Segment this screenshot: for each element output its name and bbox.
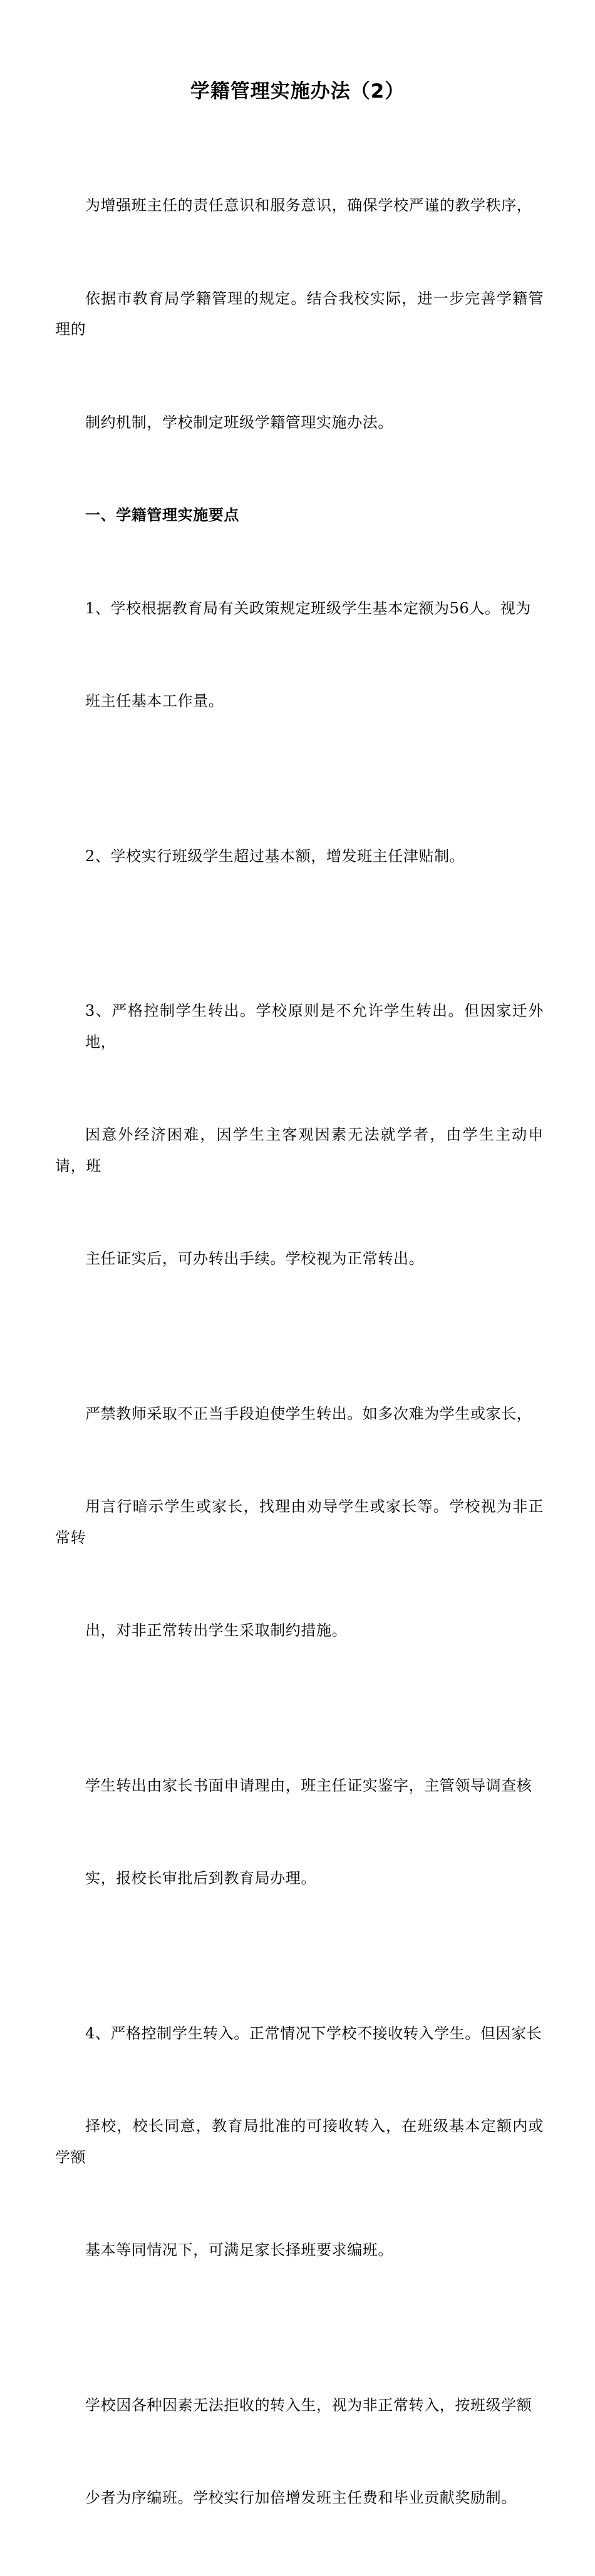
text-line: 2、学校实行班级学生超过基本额，增发班主任津贴制。 [85, 847, 465, 865]
text-line: 实，报校长审批后到教育局办理。 [85, 1869, 316, 1887]
item-paragraph [55, 2328, 544, 2576]
text-line: 班主任基本工作量。 [85, 692, 224, 710]
item-paragraph [55, 779, 544, 934]
text-line: 严禁教师采取不正当手段迫使学生转出。如多次难为学生或家长， [85, 1404, 532, 1423]
text-line: 用言行暗示学生或家长，找理由劝导学生或家长等。学校视为非正常转 [55, 1498, 544, 1546]
text-line: 出，对非正常转出学生采取制约措施。 [85, 1622, 348, 1639]
text-line: 1、学校根据教育局有关政策规定班级学生基本定额为56人。视为 [85, 599, 531, 617]
text-line: 依据市教育局学籍管理的规定。结合我校实际，进一步完善学籍管理的 [55, 289, 544, 338]
document-body [55, 128, 544, 2576]
item-paragraph [55, 1709, 544, 1956]
document-title: 学籍管理实施办法（2） [190, 80, 405, 103]
item-paragraph [55, 1956, 544, 2328]
item-paragraph [55, 531, 544, 779]
item-paragraph [55, 1337, 544, 1709]
text-line: 4、严格控制学生转入。正常情况下学校不接收转入学生。但因家长 [85, 2024, 542, 2042]
intro-paragraph [55, 128, 544, 500]
text-line: 为增强班主任的责任意识和服务意识，确保学校严谨的教学秩序， [85, 197, 532, 214]
text-line: 基本等同情况下，可满足家长择班要求编班。 [85, 2241, 393, 2259]
text-line: 制约机制，学校制定班级学籍管理实施办法。 [85, 413, 393, 431]
section-heading: 一、学籍管理实施要点 [85, 506, 239, 524]
item-paragraph [55, 934, 544, 1337]
text-line: 学校因各种因素无法拒收的转入生，视为非正常转入，按班级学额 [85, 2396, 532, 2414]
text-line: 少者为序编班。学校实行加倍增发班主任费和毕业贡献奖励制。 [85, 2489, 517, 2507]
text-line: 择校，校长同意，教育局批准的可接收转入，在班级基本定额内或学额 [55, 2117, 544, 2166]
text-line: 3、严格控制学生转出。学校原则是不允许学生转出。但因家迁外地， [85, 1002, 544, 1051]
text-line: 学生转出由家长书面申请理由，班主任证实鉴字，主管领导调查核 [85, 1776, 532, 1794]
text-line: 主任证实后，可办转出手续。学校视为正常转出。 [85, 1250, 425, 1267]
text-line: 因意外经济困难，因学生主客观因素无法就学者，由学生主动申请，班 [55, 1126, 544, 1175]
